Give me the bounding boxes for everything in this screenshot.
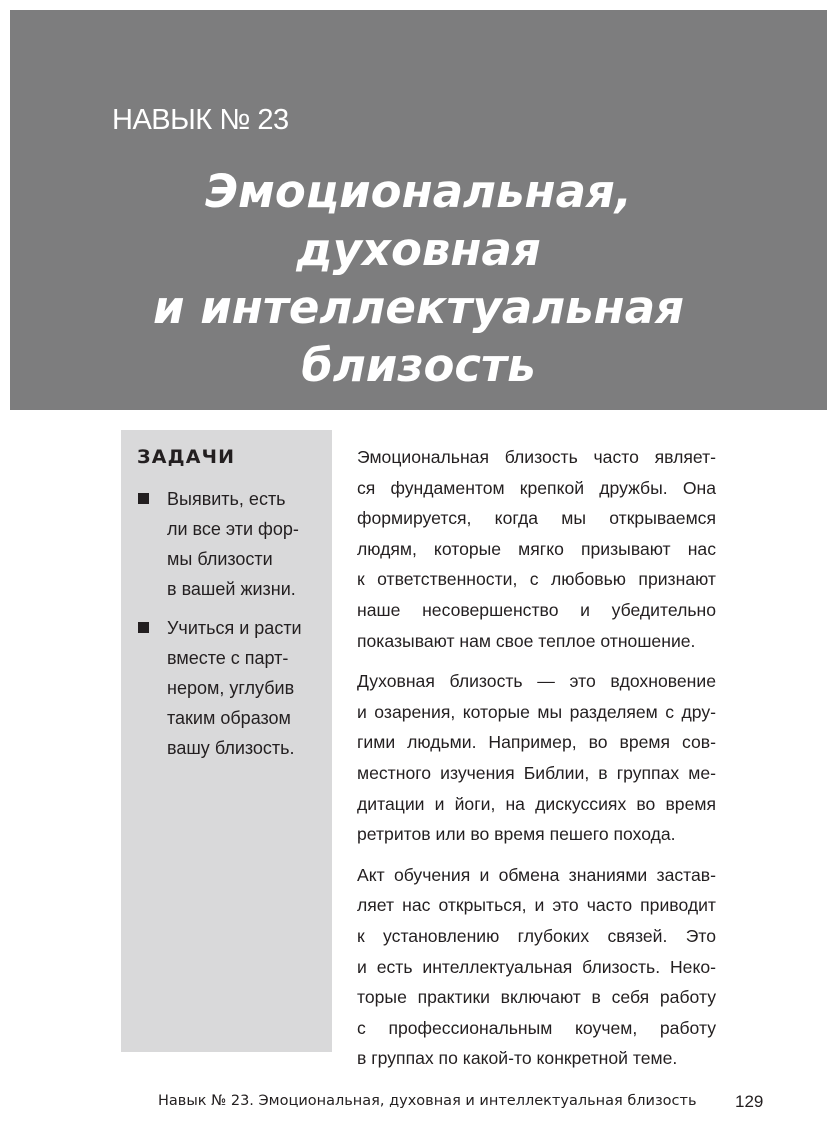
paragraph xyxy=(357,860,716,1074)
task-line: нером, углубив xyxy=(167,678,295,698)
text-line: показывают нам свое теплое отношение. xyxy=(357,630,696,651)
tasks-heading: ЗАДАЧИ xyxy=(137,446,236,468)
task-line: таким образом xyxy=(167,708,291,728)
text-line: ретритов или во время пешего похода. xyxy=(357,824,676,845)
text-line: Эмоциональная близость часто являет- xyxy=(357,447,716,467)
text-line: в группах по какой-то конкретной теме. xyxy=(357,1048,678,1069)
body-text xyxy=(357,442,716,1084)
paragraph xyxy=(357,666,716,850)
page-number: 129 xyxy=(735,1092,764,1111)
text-line: людям, которые мягко призывают нас xyxy=(357,538,716,559)
task-line: вместе с парт- xyxy=(167,648,289,668)
text-line: Акт обучения и обмена знаниями застав- xyxy=(357,864,716,885)
text-line: дитации и йоги, на дискуссиях во время xyxy=(357,793,716,814)
text-line: ся фундаментом крепкой дружбы. Она xyxy=(357,477,716,498)
text-line: Духовная близость — это вдохновение xyxy=(357,671,716,692)
task-line: вашу близость. xyxy=(167,738,295,758)
text-line: и есть интеллектуальная близость. Неко- xyxy=(357,956,716,977)
text-line: и озарения, которые мы разделяем с дру- xyxy=(357,701,716,722)
task-line: Выявить, есть xyxy=(167,489,286,509)
text-line: с профессиональным коучем, работу xyxy=(357,1017,716,1038)
text-line: гими людьми. Например, во время сов- xyxy=(357,732,716,753)
text-line: местного изучения Библии, в группах ме- xyxy=(357,762,716,783)
chapter-title-line: и интеллектуальная xyxy=(153,281,684,334)
text-line: к установлению глубоких связей. Это xyxy=(357,925,716,946)
skill-label: НАВЫК № 23 xyxy=(112,104,289,136)
text-line: к ответственности, с любовью признают xyxy=(357,569,716,590)
text-line: торые практики включают в себя работу xyxy=(357,987,716,1008)
task-line: мы близости xyxy=(167,549,273,569)
task-line: ли все эти фор- xyxy=(167,519,299,539)
square-bullet-icon xyxy=(138,622,149,633)
task-line: в вашей жизни. xyxy=(167,579,296,599)
task-text xyxy=(167,613,327,763)
paragraph xyxy=(357,442,716,656)
text-line: ляет нас открыться, и это часто приводит xyxy=(357,895,716,916)
task-line: Учиться и расти xyxy=(167,618,302,638)
chapter-title-line: Эмоциональная, xyxy=(205,165,632,218)
chapter-title-line: духовная xyxy=(296,223,541,276)
text-line: наше несовершенство и убедительно xyxy=(357,599,716,620)
chapter-title-line: близость xyxy=(301,339,536,392)
text-line: формируется, когда мы открываемся xyxy=(357,508,716,529)
running-footer: Навык № 23. Эмоциональная, духовная и интеллектуальная близость xyxy=(158,1093,697,1109)
square-bullet-icon xyxy=(138,493,149,504)
chapter-title xyxy=(10,163,827,395)
task-text xyxy=(167,484,327,604)
tasks-sidebar xyxy=(121,430,332,1052)
